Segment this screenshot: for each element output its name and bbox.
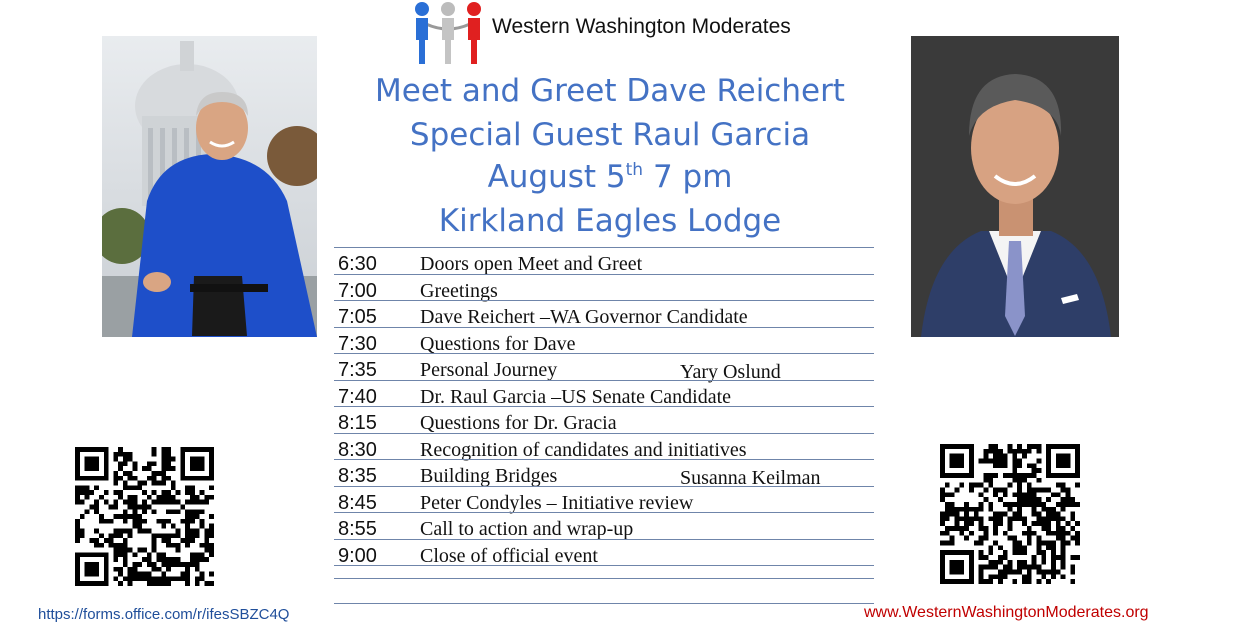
- event-date-main: August 5: [487, 159, 626, 195]
- agenda-time: 8:55: [338, 518, 377, 540]
- agenda-time: 9:00: [338, 544, 377, 567]
- qr-code-icon: [75, 447, 214, 586]
- agenda-time: 7:35: [338, 359, 377, 381]
- org-name: Western Washington Moderates: [492, 15, 791, 38]
- special-guest-title: Special Guest Raul Garcia: [409, 117, 811, 153]
- agenda-row: [334, 327, 874, 354]
- agenda-time: 8:35: [338, 465, 377, 487]
- raul-garcia-photo: [911, 36, 1119, 337]
- event-date-ordinal: th: [625, 160, 644, 180]
- event-date-time: 7 pm: [643, 159, 733, 195]
- agenda-description: Call to action and wrap-up: [420, 518, 634, 540]
- agenda-time: 7:05: [338, 306, 377, 328]
- agenda-description: Close of official event: [420, 544, 598, 567]
- agenda-divider: [334, 565, 874, 566]
- event-date: [360, 159, 860, 195]
- agenda-divider: [334, 603, 874, 604]
- qr-code-icon: [940, 444, 1080, 584]
- agenda-description: Personal Journey: [420, 359, 558, 381]
- agenda-time: 8:45: [338, 491, 377, 514]
- agenda-time: 8:30: [338, 438, 377, 461]
- agenda-row: [334, 247, 874, 274]
- agenda-row: [334, 512, 874, 539]
- agenda-row: [334, 406, 874, 433]
- event-title: Meet and Greet Dave Reichert: [375, 73, 845, 109]
- agenda-divider: [334, 578, 874, 579]
- agenda-table: [334, 247, 874, 566]
- agenda-time: 8:15: [338, 412, 377, 434]
- agenda-time: 6:30: [338, 253, 377, 275]
- agenda-row: [334, 539, 874, 566]
- forms-link[interactable]: https://forms.office.com/r/ifesSBZC4Q: [38, 606, 290, 623]
- agenda-description: Recognition of candidates and initiatives: [420, 438, 747, 461]
- dave-reichert-photo: [102, 36, 317, 337]
- agenda-description: Building Bridges: [420, 465, 558, 487]
- org-logo-icon: [408, 0, 488, 68]
- website-link[interactable]: www.WesternWashingtonModerates.org: [864, 604, 1149, 621]
- agenda-row: [334, 459, 874, 489]
- agenda-row: [334, 486, 874, 513]
- agenda-description: Dave Reichert –WA Governor Candidate: [420, 306, 748, 328]
- agenda-row: [334, 380, 874, 407]
- agenda-time: 7:40: [338, 385, 377, 408]
- agenda-speaker: Susanna Keilman: [680, 467, 821, 489]
- agenda-time: 7:30: [338, 332, 377, 355]
- agenda-row: [334, 433, 874, 460]
- agenda-description: Greetings: [420, 279, 498, 302]
- agenda-description: Questions for Dr. Gracia: [420, 412, 617, 434]
- agenda-row: [334, 353, 874, 383]
- agenda-time: 7:00: [338, 279, 377, 302]
- agenda-row: [334, 300, 874, 327]
- agenda-description: Peter Condyles – Initiative review: [420, 491, 694, 514]
- agenda-description: Questions for Dave: [420, 332, 576, 355]
- agenda-description: Doors open Meet and Greet: [420, 253, 643, 275]
- agenda-row: [334, 274, 874, 301]
- agenda-speaker: Yary Oslund: [680, 361, 781, 383]
- agenda-description: Dr. Raul Garcia –US Senate Candidate: [420, 385, 732, 408]
- event-venue: Kirkland Eagles Lodge: [438, 203, 782, 239]
